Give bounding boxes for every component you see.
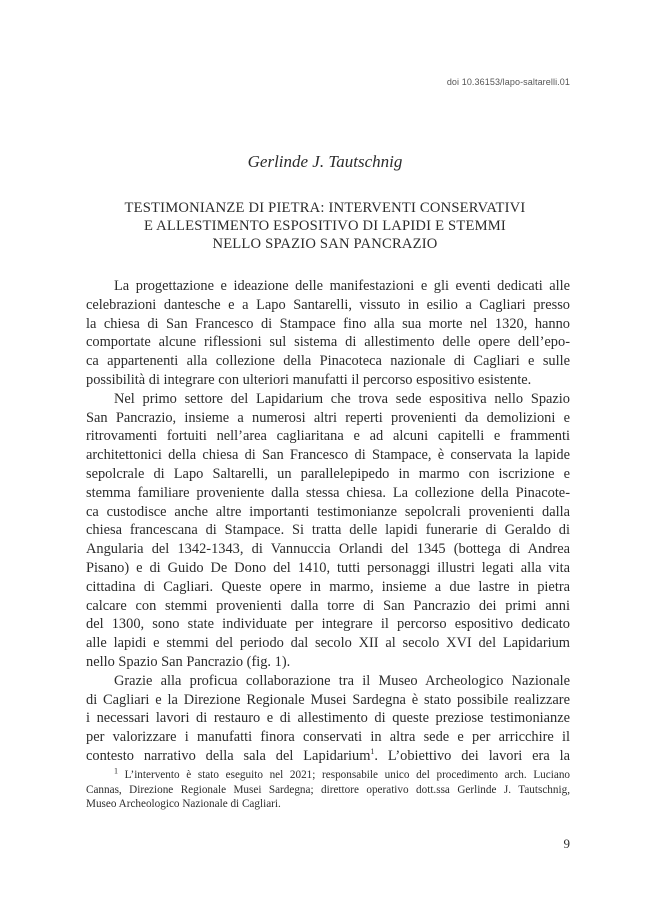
body-line: alle lapidi e stemmi del periodo dal secolo XII al secolo XVI del Lapidarium [86,635,570,652]
body-line: comportate alcune riflessioni sul sistema di allestimento delle opere dell’epo- [86,334,570,351]
body-line: La progettazione e ideazione delle manifestazioni e gli eventi dedicati alle [114,278,570,294]
footnote-line [86,768,570,783]
body-line: Nel primo settore del Lapidarium che trova sede espositiva nello Spazio [114,390,570,407]
body-line: cittadina di Cagliari. Queste opere in marmo, insieme a due lastre in pietra [86,578,570,595]
body-line: ca custodisce anche altre importanti testimonianze sepolcrali provenienti dalla [86,503,570,520]
author-name: Gerlinde J. Tautschnig [247,152,403,171]
body-line: per valorizzare i manufatti finora conservati in altra sede e per arricchire il [86,729,570,746]
footnote-line: Cannas, Direzione Regionale Musei Sardegna; direttore operativo dott.ssa Gerlinde J. Tautschnig, [86,783,570,796]
doi-reference: doi 10.36153/lapo-saltarelli.01 [446,77,570,87]
body-line: San Pancrazio, insieme a numerosi altri reperti provenienti da demolizioni e [86,409,570,426]
page-number: 9 [563,836,570,851]
body-line: Angularia del 1342-1343, di Vannuccia Orlandi del 1345 (bottega di Andrea [86,541,570,558]
body-line: di Cagliari e la Direzione Regionale Musei Sardegna è stato possibile realizzare [86,691,570,708]
body-line: calcare con stemmi provenienti dalla torre di San Pancrazio dei primi anni [86,597,570,614]
body-line: Pisano) e di Guido De Dono del 1410, tutti personaggi illustri legati alla vita [86,559,570,576]
title-line: TESTIMONIANZE DI PIETRA: INTERVENTI CONSERVATIVI [124,200,526,216]
body-text [86,277,570,766]
footnote-text: L’intervento è stato eseguito nel 2021; responsabile unico del procedimento arch. Luciano [124,769,571,781]
body-line-text: L’obiettivo dei lavori era la [387,747,570,764]
body-line: i necessari lavori di restauro e di allestimento di queste preziose testimonianze [86,710,570,727]
title-line: E ALLESTIMENTO ESPOSITIVO DI LAPIDI E STEMMI [143,218,506,234]
body-line: possibilità di integrare con ulteriori manufatti il percorso espositivo esistente. [86,371,532,388]
body-line: architettonici della chiesa di San Francesco di Stampace, è conservata la lapide [86,447,570,464]
body-line: sepolcrale di Lapo Saltarelli, un parallelepipedo in marmo con iscrizione e [86,465,570,482]
title-line: NELLO SPAZIO SAN PANCRAZIO [212,236,438,252]
body-line: contesto narrativo della sala del Lapidarium$^1$. L’obiettivo dei lavori era la [86,747,570,764]
footnote-reference[interactable]: 1 [370,747,375,757]
body-line: ritrovamenti fortuiti nell’area cagliaritana e ad alcuni capitelli e frammenti [86,428,570,445]
body-line: ca appartenenti alla collezione della Pinacoteca nazionale di Cagliari e sulle [86,353,570,370]
body-line: celebrazioni dantesche e a Lapo Santarelli, vissuto in esilio a Cagliari presso [86,296,570,313]
body-line-text: contesto narrativo della sala del Lapidarium [86,747,371,764]
article-title [80,199,570,253]
body-line: chiesa francescana di Stampace. Si tratta delle lapidi funerarie di Geraldo di [86,522,570,539]
body-line: stemma familiare proveniente dalla stessa chiesa. La collezione della Pinacote- [86,484,570,501]
footnote-line: Museo Archeologico Nazionale di Cagliari. [86,798,281,811]
body-line: la chiesa di San Francesco di Stampace fino alla sua morte nel 1320, hanno [86,315,570,332]
body-line: nello Spazio San Pancrazio (fig. 1). [86,653,291,670]
footnote [86,768,570,812]
body-line: del 1300, sono state individuate per integrare il percorso espositivo dedicato [86,616,570,633]
body-line: Grazie alla proficua collaborazione tra il Museo Archeologico Nazionale [114,672,570,689]
footnote-marker: 1 [114,766,118,776]
